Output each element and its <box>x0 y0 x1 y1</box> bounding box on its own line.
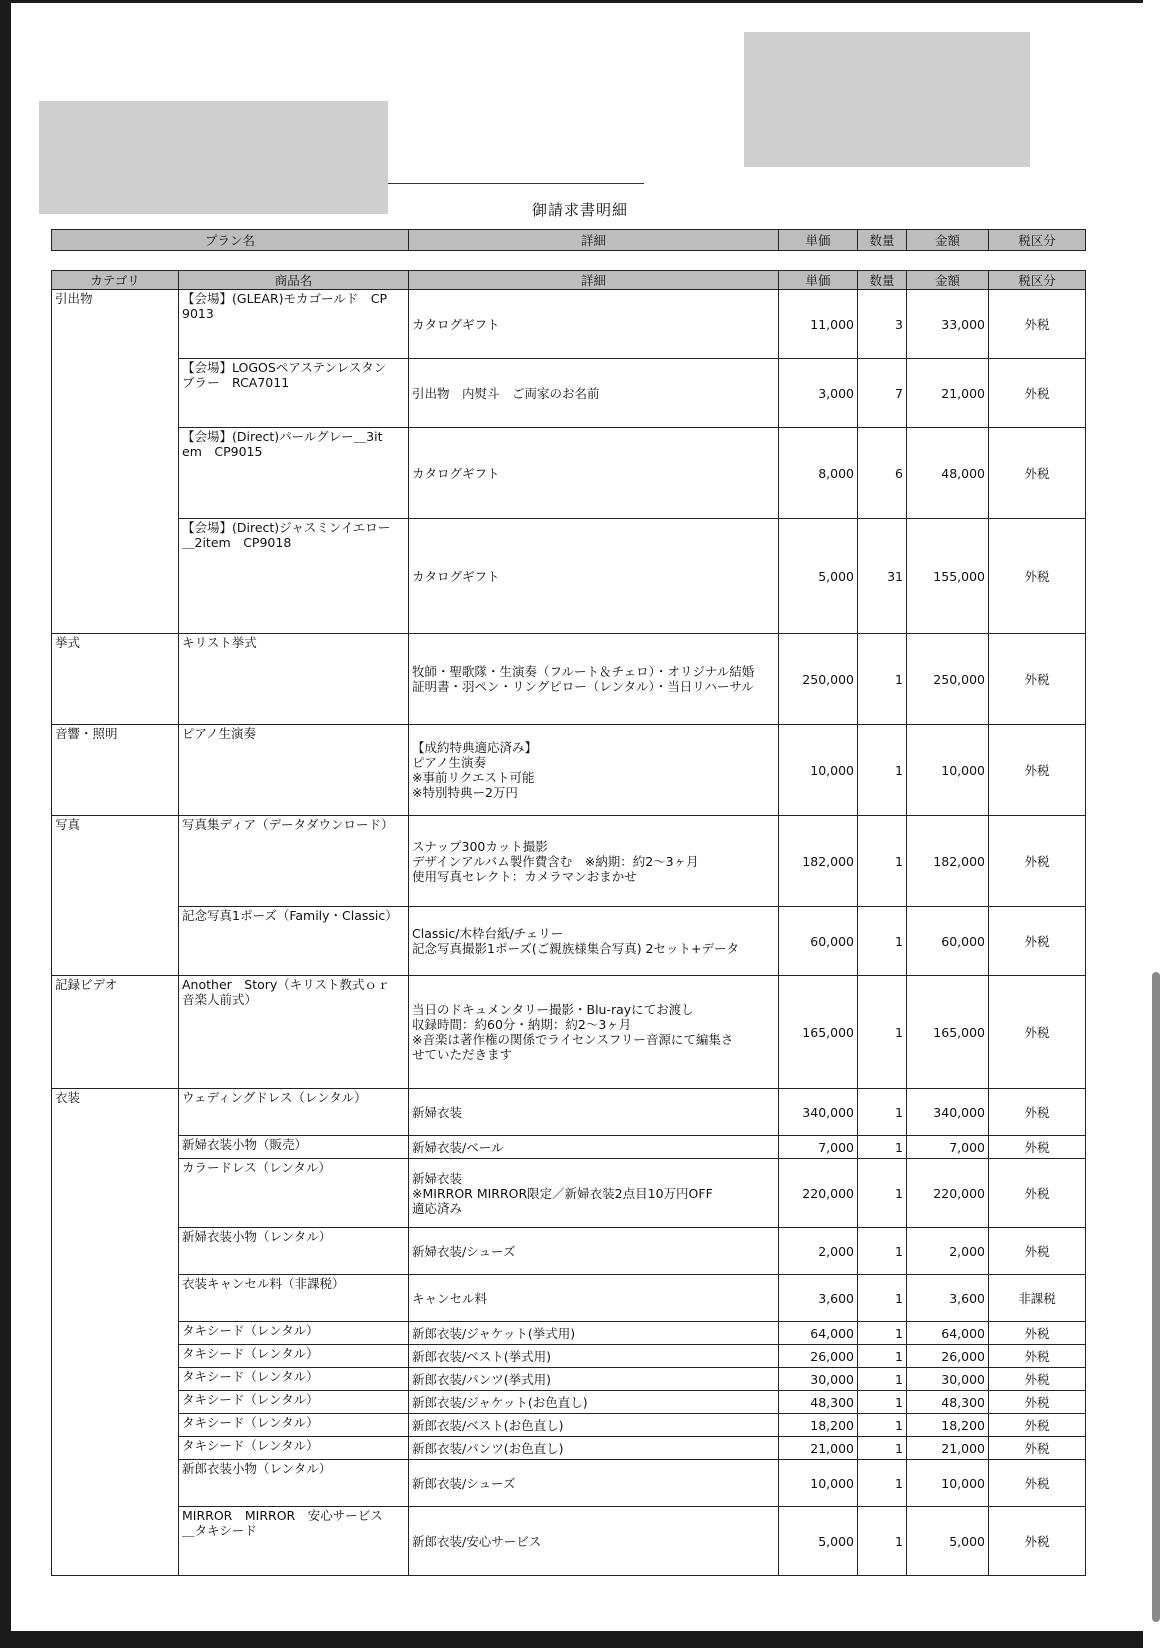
detail-cell: カタログギフト <box>409 290 779 359</box>
tax-class-cell: 外税 <box>989 290 1086 359</box>
table-row <box>52 634 1086 725</box>
amount-cell: 7,000 <box>907 1136 989 1159</box>
table-row <box>52 1460 1086 1507</box>
quantity-cell: 1 <box>858 725 907 816</box>
category-cell <box>52 428 179 519</box>
unit-price-cell: 5,000 <box>779 519 858 634</box>
tax-class-cell: 外税 <box>989 1391 1086 1414</box>
quantity-cell: 1 <box>858 1507 907 1576</box>
product-name-cell: カラードレス（レンタル） <box>179 1159 409 1228</box>
table-row <box>52 428 1086 519</box>
quantity-cell: 1 <box>858 1391 907 1414</box>
unit-price-cell: 340,000 <box>779 1089 858 1136</box>
unit-price-cell: 30,000 <box>779 1368 858 1391</box>
category-cell <box>52 1322 179 1345</box>
quantity-cell: 1 <box>858 1437 907 1460</box>
table-row <box>52 1507 1086 1576</box>
plan-header-cell: 金額 <box>907 230 989 251</box>
table-row <box>52 1391 1086 1414</box>
quantity-cell: 1 <box>858 1089 907 1136</box>
amount-cell: 21,000 <box>907 1437 989 1460</box>
amount-cell: 10,000 <box>907 725 989 816</box>
detail-cell: 新郎衣装/ジャケット(お色直し) <box>409 1391 779 1414</box>
unit-price-cell: 220,000 <box>779 1159 858 1228</box>
items-header-cell: 数量 <box>858 271 907 290</box>
unit-price-cell: 3,600 <box>779 1275 858 1322</box>
amount-cell: 165,000 <box>907 976 989 1089</box>
product-name-cell: タキシード（レンタル） <box>179 1368 409 1391</box>
amount-cell: 21,000 <box>907 359 989 428</box>
unit-price-cell: 165,000 <box>779 976 858 1089</box>
table-row <box>52 1437 1086 1460</box>
quantity-cell: 6 <box>858 428 907 519</box>
detail-cell: カタログギフト <box>409 428 779 519</box>
category-cell <box>52 1228 179 1275</box>
product-name-cell: ウェディングドレス（レンタル） <box>179 1089 409 1136</box>
table-row <box>52 359 1086 428</box>
quantity-cell: 1 <box>858 1322 907 1345</box>
product-name-cell: 新郎衣装小物（レンタル） <box>179 1460 409 1507</box>
unit-price-cell: 2,000 <box>779 1228 858 1275</box>
unit-price-cell: 5,000 <box>779 1507 858 1576</box>
product-name-cell: 【会場】(Direct)パールグレー＿3it em CP9015 <box>179 428 409 519</box>
plan-header-cell: プラン名 <box>52 230 409 251</box>
plan-header-cell: 単価 <box>779 230 858 251</box>
category-cell <box>52 1391 179 1414</box>
product-name-cell: タキシード（レンタル） <box>179 1437 409 1460</box>
scrollbar-thumb[interactable] <box>1152 972 1160 1622</box>
quantity-cell: 7 <box>858 359 907 428</box>
tax-class-cell: 外税 <box>989 1437 1086 1460</box>
detail-cell: 新郎衣装/パンツ(挙式用) <box>409 1368 779 1391</box>
product-name-cell: ピアノ生演奏 <box>179 725 409 816</box>
tax-class-cell: 非課税 <box>989 1275 1086 1322</box>
items-header-cell: 商品名 <box>179 271 409 290</box>
tax-class-cell: 外税 <box>989 519 1086 634</box>
tax-class-cell: 外税 <box>989 359 1086 428</box>
table-row <box>52 1089 1086 1136</box>
items-header-cell: 金額 <box>907 271 989 290</box>
tax-class-cell: 外税 <box>989 816 1086 907</box>
category-cell <box>52 1437 179 1460</box>
unit-price-cell: 48,300 <box>779 1391 858 1414</box>
detail-cell: 新婦衣装/シューズ <box>409 1228 779 1275</box>
table-row <box>52 976 1086 1089</box>
detail-cell: 新婦衣装 <box>409 1089 779 1136</box>
detail-cell: スナップ300カット撮影 デザインアルバム製作費含む ※納期：約2〜3ヶ月 使用写真セレクト：カメラマンおまかせ <box>409 816 779 907</box>
quantity-cell: 1 <box>858 1228 907 1275</box>
detail-cell: 新郎衣装/シューズ <box>409 1460 779 1507</box>
tax-class-cell: 外税 <box>989 976 1086 1089</box>
amount-cell: 182,000 <box>907 816 989 907</box>
unit-price-cell: 60,000 <box>779 907 858 976</box>
amount-cell: 3,600 <box>907 1275 989 1322</box>
tax-class-cell: 外税 <box>989 1159 1086 1228</box>
quantity-cell: 1 <box>858 816 907 907</box>
amount-cell: 10,000 <box>907 1460 989 1507</box>
items-header-row <box>52 271 1086 290</box>
detail-cell: 新郎衣装/ベスト(挙式用) <box>409 1345 779 1368</box>
quantity-cell: 1 <box>858 634 907 725</box>
quantity-cell: 1 <box>858 1136 907 1159</box>
category-cell: 引出物 <box>52 290 179 359</box>
table-row <box>52 1322 1086 1345</box>
product-name-cell: 記念写真1ポーズ（Family・Classic） <box>179 907 409 976</box>
table-row <box>52 1368 1086 1391</box>
category-cell <box>52 519 179 634</box>
detail-cell: キャンセル料 <box>409 1275 779 1322</box>
tax-class-cell: 外税 <box>989 1460 1086 1507</box>
tax-class-cell: 外税 <box>989 1136 1086 1159</box>
category-cell: 挙式 <box>52 634 179 725</box>
unit-price-cell: 21,000 <box>779 1437 858 1460</box>
category-cell: 音響・照明 <box>52 725 179 816</box>
items-header-cell: 詳細 <box>409 271 779 290</box>
detail-cell: 新婦衣装/ベール <box>409 1136 779 1159</box>
unit-price-cell: 10,000 <box>779 725 858 816</box>
amount-cell: 250,000 <box>907 634 989 725</box>
tax-class-cell: 外税 <box>989 428 1086 519</box>
quantity-cell: 1 <box>858 1345 907 1368</box>
category-cell: 記録ビデオ <box>52 976 179 1089</box>
plan-table <box>51 229 1086 251</box>
table-row <box>52 1159 1086 1228</box>
unit-price-cell: 18,200 <box>779 1414 858 1437</box>
product-name-cell: 新婦衣装小物（販売） <box>179 1136 409 1159</box>
quantity-cell: 1 <box>858 907 907 976</box>
amount-cell: 48,000 <box>907 428 989 519</box>
product-name-cell: タキシード（レンタル） <box>179 1391 409 1414</box>
amount-cell: 220,000 <box>907 1159 989 1228</box>
unit-price-cell: 64,000 <box>779 1322 858 1345</box>
quantity-cell: 1 <box>858 1460 907 1507</box>
product-name-cell: タキシード（レンタル） <box>179 1322 409 1345</box>
unit-price-cell: 250,000 <box>779 634 858 725</box>
tax-class-cell: 外税 <box>989 907 1086 976</box>
quantity-cell: 1 <box>858 1368 907 1391</box>
tax-class-cell: 外税 <box>989 1089 1086 1136</box>
detail-cell: 新郎衣装/ジャケット(挙式用) <box>409 1322 779 1345</box>
detail-cell: 新婦衣装 ※MIRROR MIRROR限定／新婦衣装2点目10万円OFF 適応済み <box>409 1159 779 1228</box>
tax-class-cell: 外税 <box>989 1507 1086 1576</box>
detail-cell: 新郎衣装/パンツ(お色直し) <box>409 1437 779 1460</box>
category-cell <box>52 1159 179 1228</box>
product-name-cell: 新婦衣装小物（レンタル） <box>179 1228 409 1275</box>
tax-class-cell: 外税 <box>989 725 1086 816</box>
amount-cell: 64,000 <box>907 1322 989 1345</box>
product-name-cell: 【会場】(Direct)ジャスミンイエロー ＿2item CP9018 <box>179 519 409 634</box>
detail-cell: 新郎衣装/ベスト(お色直し) <box>409 1414 779 1437</box>
redacted-block-left <box>39 101 388 214</box>
detail-cell: 【成約特典適応済み】 ピアノ生演奏 ※事前リクエスト可能 ※特別特典ー2万円 <box>409 725 779 816</box>
table-row <box>52 1228 1086 1275</box>
unit-price-cell: 7,000 <box>779 1136 858 1159</box>
table-row <box>52 725 1086 816</box>
amount-cell: 18,200 <box>907 1414 989 1437</box>
table-row <box>52 1345 1086 1368</box>
quantity-cell: 3 <box>858 290 907 359</box>
category-cell <box>52 1414 179 1437</box>
table-row <box>52 290 1086 359</box>
plan-header-row <box>52 230 1086 251</box>
tax-class-cell: 外税 <box>989 1368 1086 1391</box>
plan-header-cell: 詳細 <box>409 230 779 251</box>
quantity-cell: 1 <box>858 1159 907 1228</box>
quantity-cell: 1 <box>858 1414 907 1437</box>
amount-cell: 33,000 <box>907 290 989 359</box>
table-row <box>52 1414 1086 1437</box>
tax-class-cell: 外税 <box>989 634 1086 725</box>
unit-price-cell: 182,000 <box>779 816 858 907</box>
plan-header-cell: 数量 <box>858 230 907 251</box>
category-cell <box>52 1460 179 1507</box>
category-cell: 衣装 <box>52 1089 179 1136</box>
amount-cell: 60,000 <box>907 907 989 976</box>
detail-cell: 当日のドキュメンタリー撮影・Blu-rayにてお渡し 収録時間：約60分・納期：約2〜3ヶ月 ※音楽は著作権の関係でライセンスフリー音源にて編集さ せていただきます <box>409 976 779 1089</box>
quantity-cell: 1 <box>858 976 907 1089</box>
amount-cell: 155,000 <box>907 519 989 634</box>
detail-cell: カタログギフト <box>409 519 779 634</box>
detail-cell: 引出物 内熨斗 ご両家のお名前 <box>409 359 779 428</box>
category-cell <box>52 907 179 976</box>
product-name-cell: タキシード（レンタル） <box>179 1345 409 1368</box>
product-name-cell: 衣装キャンセル料（非課税） <box>179 1275 409 1322</box>
category-cell <box>52 1345 179 1368</box>
unit-price-cell: 11,000 <box>779 290 858 359</box>
amount-cell: 26,000 <box>907 1345 989 1368</box>
category-cell: 写真 <box>52 816 179 907</box>
redacted-block-right <box>744 32 1030 167</box>
tax-class-cell: 外税 <box>989 1345 1086 1368</box>
product-name-cell: 【会場】(GLEAR)モカゴールド CP 9013 <box>179 290 409 359</box>
product-name-cell: 写真集ディア（データダウンロード） <box>179 816 409 907</box>
table-row <box>52 1275 1086 1322</box>
category-cell <box>52 1368 179 1391</box>
table-row <box>52 1136 1086 1159</box>
quantity-cell: 1 <box>858 1275 907 1322</box>
table-row <box>52 816 1086 907</box>
category-cell <box>52 1136 179 1159</box>
detail-cell: 牧師・聖歌隊・生演奏（フルート＆チェロ）・オリジナル結婚 証明書・羽ペン・リングピロー（レンタル）・当日リハーサル <box>409 634 779 725</box>
tax-class-cell: 外税 <box>989 1228 1086 1275</box>
unit-price-cell: 10,000 <box>779 1460 858 1507</box>
items-header-cell: 単価 <box>779 271 858 290</box>
underline-rule <box>388 183 644 184</box>
plan-header-cell: 税区分 <box>989 230 1086 251</box>
amount-cell: 2,000 <box>907 1228 989 1275</box>
quantity-cell: 31 <box>858 519 907 634</box>
table-row <box>52 519 1086 634</box>
amount-cell: 48,300 <box>907 1391 989 1414</box>
product-name-cell: MIRROR MIRROR 安心サービス ＿タキシード <box>179 1507 409 1576</box>
detail-cell: Classic/木枠台紙/チェリー 記念写真撮影1ポーズ(ご親族様集合写真) 2セット+データ <box>409 907 779 976</box>
detail-cell: 新郎衣装/安心サービス <box>409 1507 779 1576</box>
document-title: 御請求書明細 <box>531 201 628 219</box>
product-name-cell: Another Story（キリスト教式ｏｒ 音楽人前式） <box>179 976 409 1089</box>
tax-class-cell: 外税 <box>989 1414 1086 1437</box>
category-cell <box>52 359 179 428</box>
items-header-cell: 税区分 <box>989 271 1086 290</box>
items-header-cell: カテゴリ <box>52 271 179 290</box>
unit-price-cell: 8,000 <box>779 428 858 519</box>
amount-cell: 5,000 <box>907 1507 989 1576</box>
category-cell <box>52 1507 179 1576</box>
unit-price-cell: 26,000 <box>779 1345 858 1368</box>
tax-class-cell: 外税 <box>989 1322 1086 1345</box>
items-table <box>51 270 1086 1576</box>
table-row <box>52 907 1086 976</box>
category-cell <box>52 1275 179 1322</box>
amount-cell: 30,000 <box>907 1368 989 1391</box>
product-name-cell: キリスト挙式 <box>179 634 409 725</box>
unit-price-cell: 3,000 <box>779 359 858 428</box>
product-name-cell: タキシード（レンタル） <box>179 1414 409 1437</box>
product-name-cell: 【会場】LOGOSペアステンレスタン ブラー RCA7011 <box>179 359 409 428</box>
amount-cell: 340,000 <box>907 1089 989 1136</box>
